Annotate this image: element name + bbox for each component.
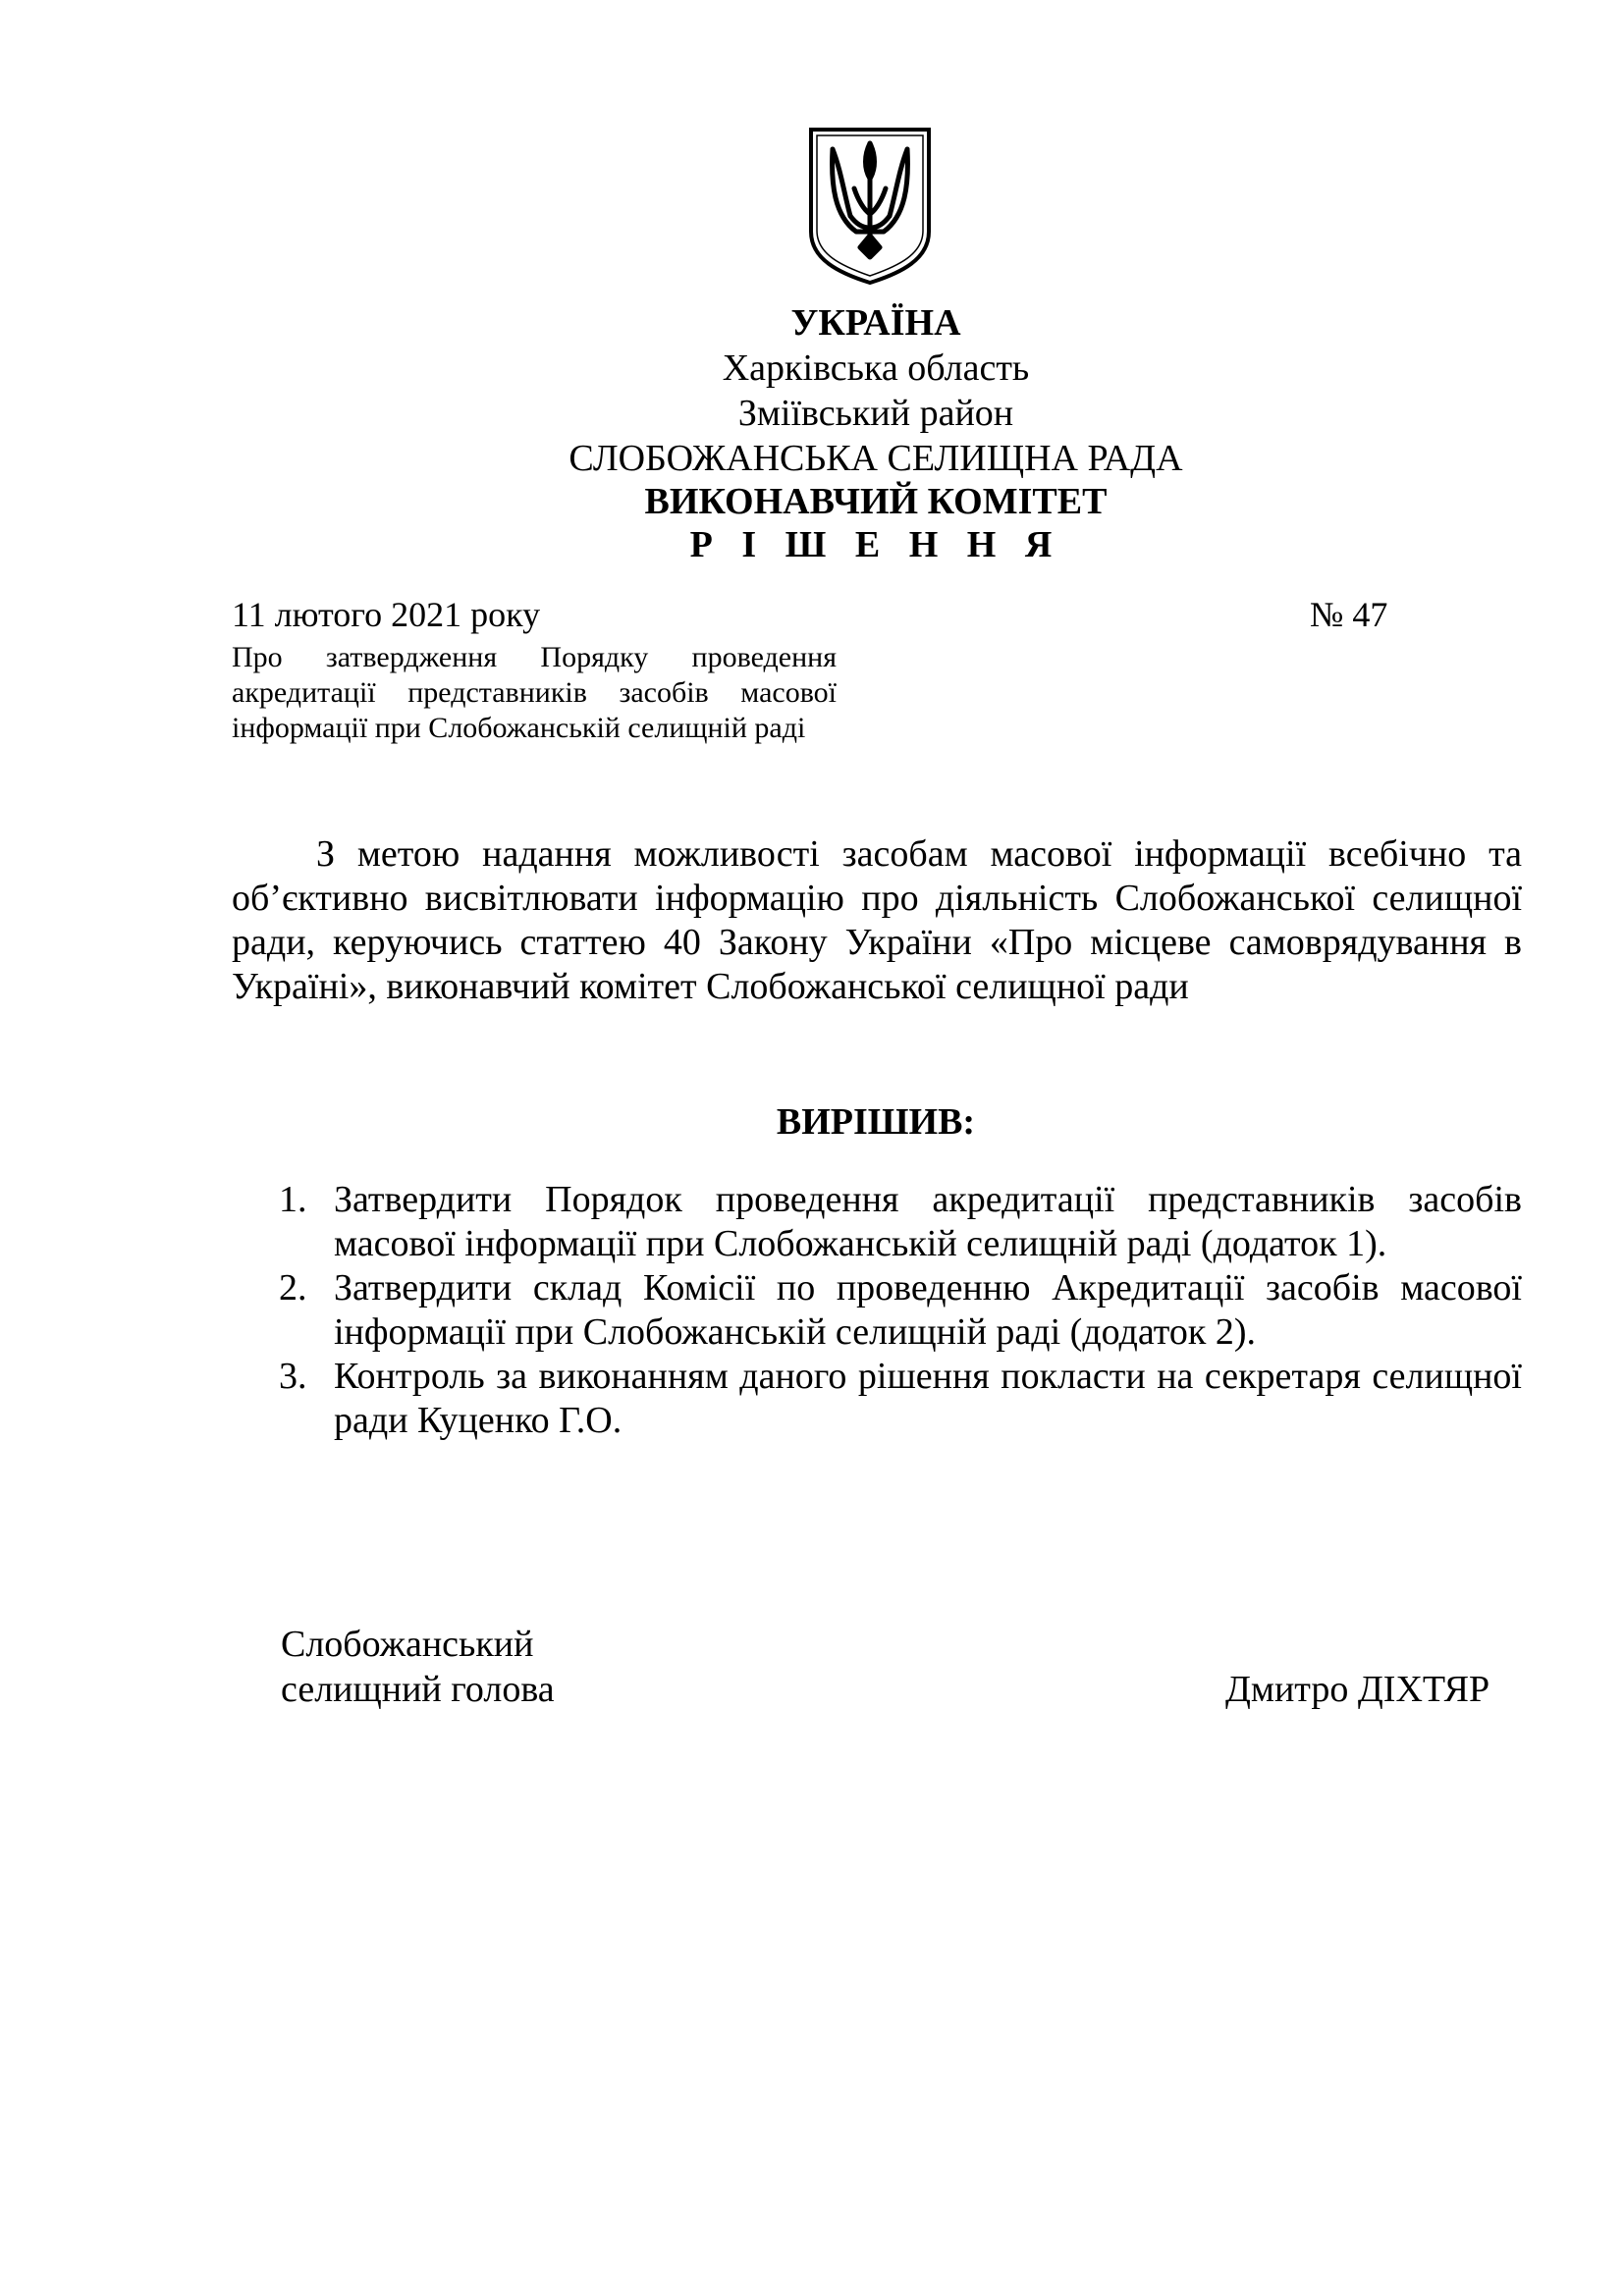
list-item: [279, 1266, 1522, 1355]
list-item: [279, 1355, 1522, 1443]
signatory-position-line2: селищний голова: [281, 1669, 555, 1710]
list-item-number: 3.: [279, 1356, 307, 1397]
signatory-name: Дмитро ДІХТЯР: [1225, 1669, 1490, 1710]
country-title: УКРАЇНА: [790, 302, 961, 344]
list-item-text: Контроль за виконанням даного рішення покласти на секретаря селищної ради Куценко Г.О.: [334, 1356, 1522, 1441]
signatory-position-line1: Слобожанський: [281, 1624, 534, 1665]
list-item-text: Затвердити склад Комісії по проведенню Акредитації засобів масової інформації при Слобожанській селищній раді (додаток 2).: [334, 1267, 1522, 1353]
list-item: [279, 1178, 1522, 1266]
decisions-list: [279, 1178, 1522, 1443]
signatory-position: [281, 1622, 555, 1712]
document-subject: Про затвердження Порядку проведення акредитації представників засобів масової інформації при Слобожанській селищній раді: [232, 641, 837, 744]
district-line: Зміївський район: [737, 393, 1014, 434]
trident-coat-of-arms-icon: [807, 126, 933, 287]
committee-name: ВИКОНАВЧИЙ КОМІТЕТ: [644, 481, 1108, 522]
list-item-number: 1.: [279, 1179, 307, 1220]
document-type: Р І Ш Е Н Н Я: [689, 524, 1062, 565]
document-number: № 47: [1310, 595, 1388, 634]
list-item-text: Затвердити Порядок проведення акредитації представників засобів масової інформації при Слобожанській селищній раді (додаток 1).: [334, 1179, 1522, 1264]
council-name: СЛОБОЖАНСЬКА СЕЛИЩНА РАДА: [568, 438, 1183, 479]
document-date: 11 лютого 2021 року: [232, 595, 541, 634]
decided-heading: ВИРІШИВ:: [776, 1101, 976, 1143]
region-line: Харківська область: [722, 347, 1030, 389]
preamble-paragraph: З метою надання можливості засобам масової інформації всебічно та об’єктивно висвітлювати інформацію про діяльність Слобожанської селищної ради, керуючись статтею 40 Закону України «Про місцеве самоврядування в Україні», виконавчий комітет Слобожанської селищної ради: [232, 833, 1522, 1007]
list-item-number: 2.: [279, 1267, 307, 1308]
